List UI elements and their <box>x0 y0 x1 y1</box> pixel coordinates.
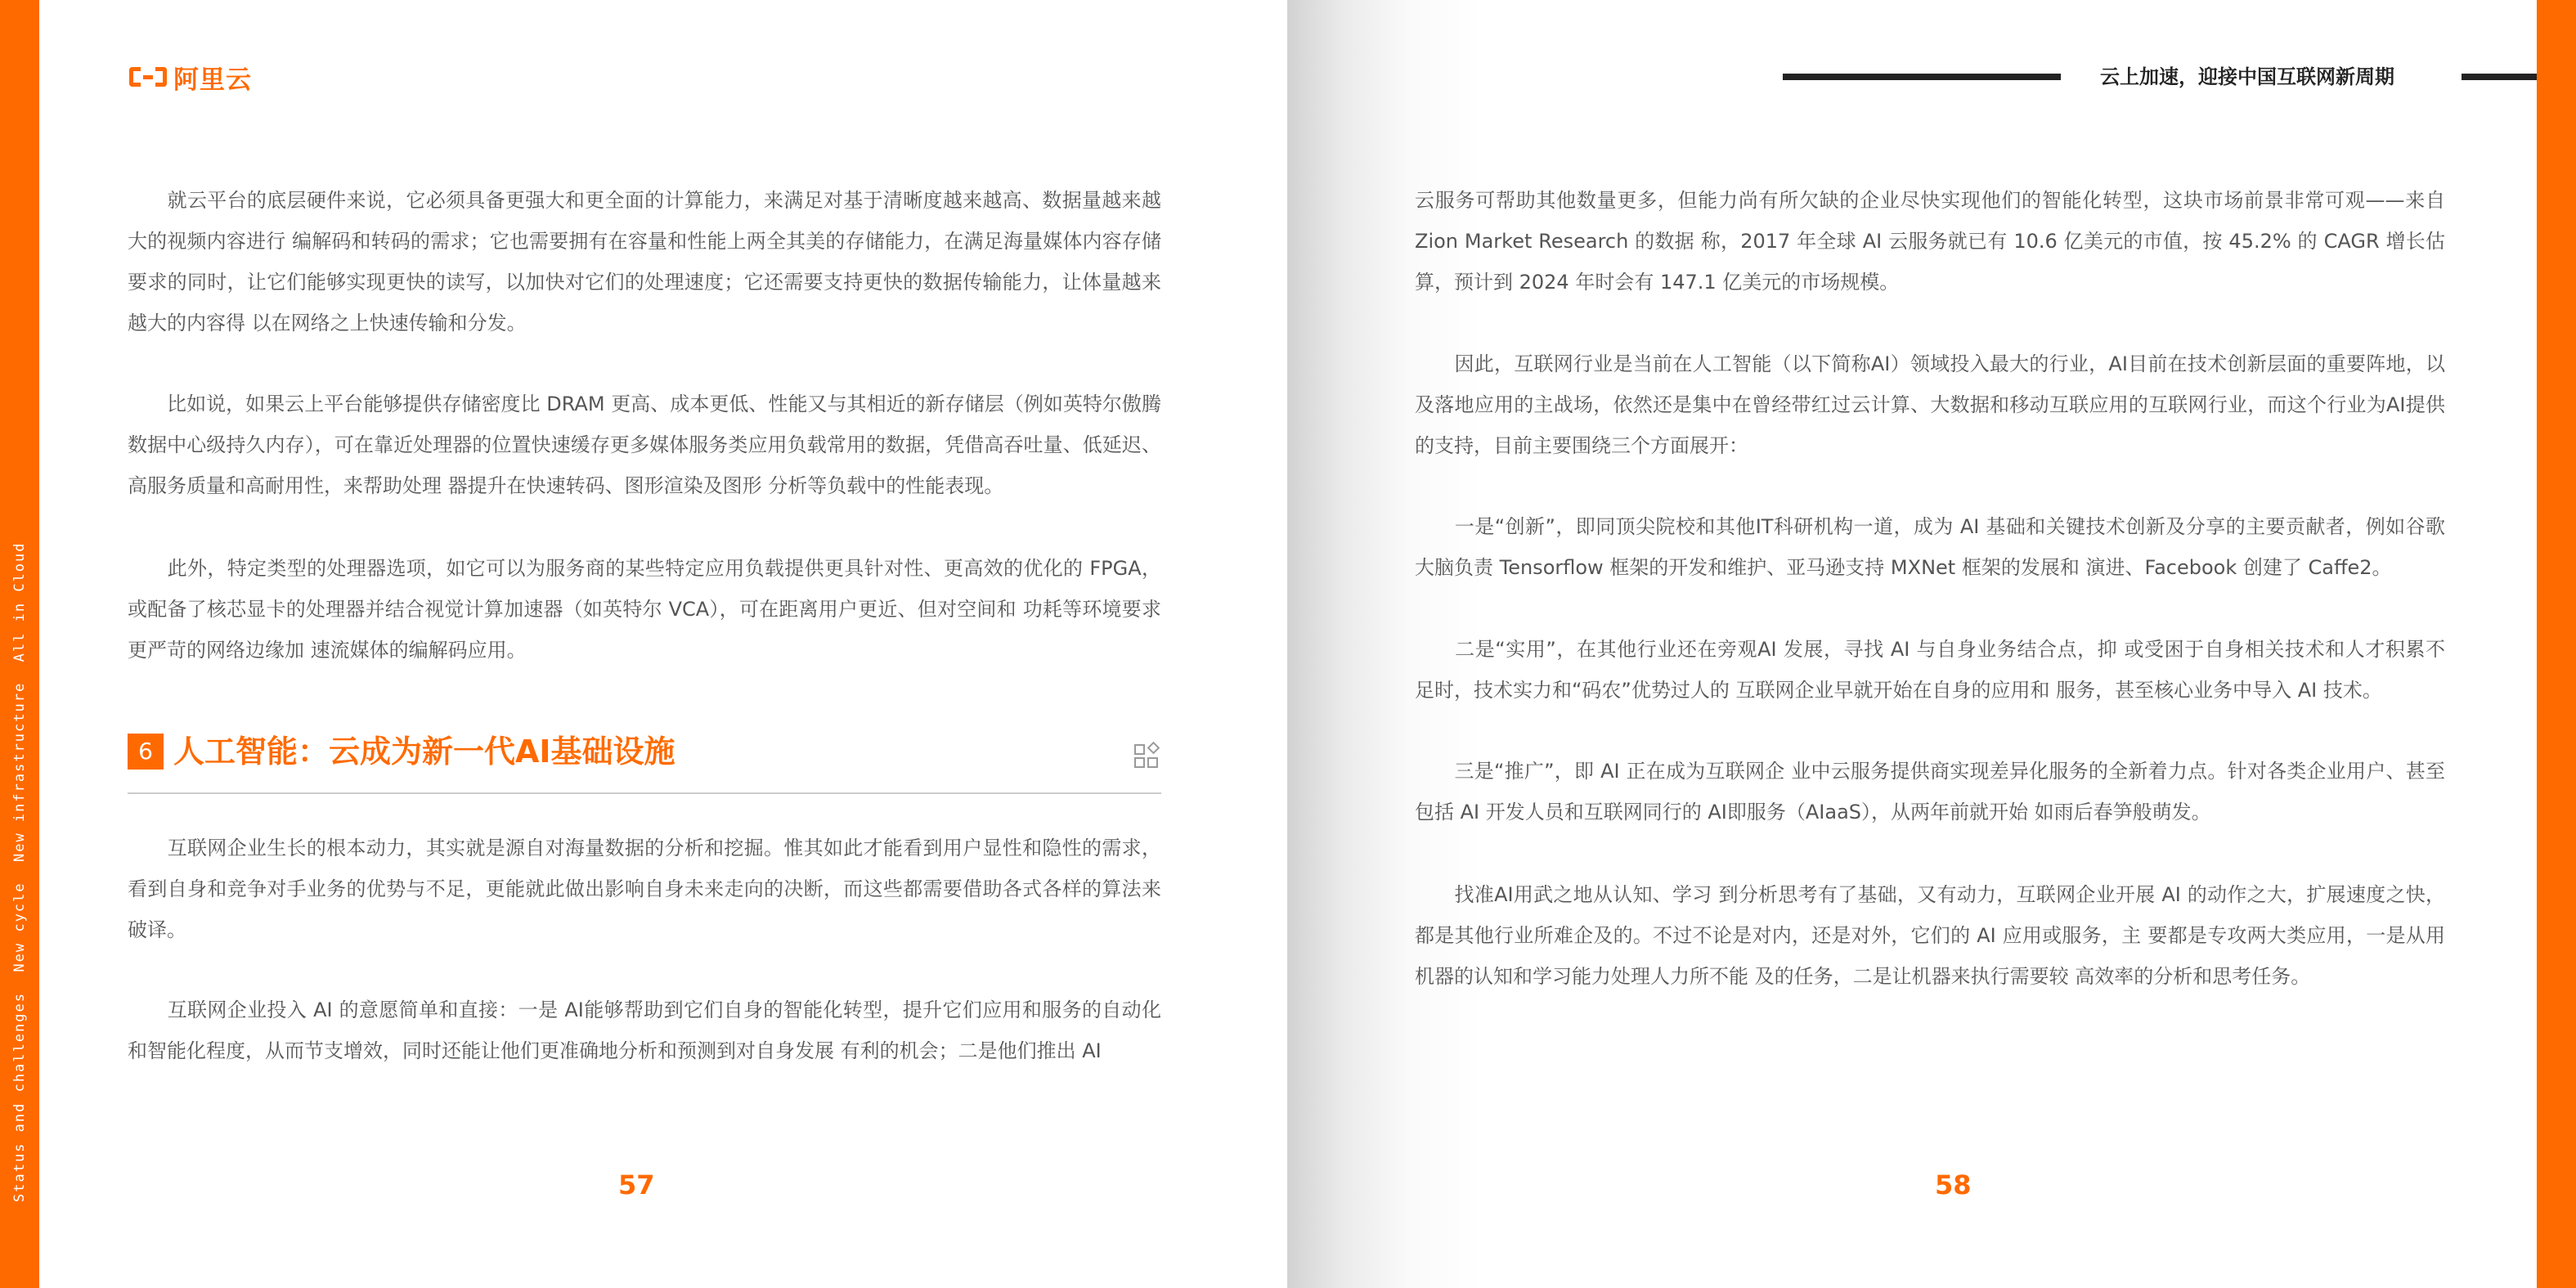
paragraph <box>1415 180 2445 303</box>
page-number: 57 <box>618 1169 655 1200</box>
paragraph <box>1415 506 2445 588</box>
paragraph <box>1415 751 2445 832</box>
running-header-title: 云上加速，迎接中国互联网新周期 <box>2100 65 2394 88</box>
paragraph <box>1415 874 2445 997</box>
paragraph-text: 找准AI用武之地从认知、学习 到分析思考有了基础，又有动力，互联网企业开展 AI 的动作之大，扩展速度之快，都是其他行业所难企及的。不过不论是对内，还是对外，它们的 AI 应用或服务，主 要都是专攻两大类应用，一是从用机器的认知和学习能力处理人力所不能 及的任务，二是让机器来执行需要较 高效率的分析和思考任务。 <box>1415 883 2445 988</box>
paragraph-text: 一是“创新”，即同顶尖院校和其他IT科研机构一道，成为 AI 基础和关键技术创新及分享的主要贡献者，例如谷歌大脑负责 Tensorflow 框架的开发和维护、亚马逊支持 MXNet 框架的发展和 演进、Facebook 创建了 Caffe2。 <box>1415 515 2445 579</box>
right-page <box>1287 0 2537 1288</box>
paragraph-text: 因此，互联网行业是当前在人工智能（以下简称AI）领域投入最大的行业，AI目前在技术创新层面的重要阵地，以及落地应用的主战场，依然还是集中在曾经带红过云计算、大数据和移动互联应用的互联网行业，而这个行业为AI提供的支持，目前主要围绕三个方面展开： <box>1415 352 2445 457</box>
paragraph-text: 就云平台的底层硬件来说，它必须具备更强大和更全面的计算能力，来满足对基于清晰度越来越高、数据量越来越大的视频内容进行 编解码和转码的需求；它也需要拥有在容量和性能上两全其美的存储能力，在满足海量媒体内容存储要求的同时，让它们能够实现更快的读写，以加快对它们的处理速度；它还需要支持更快的数据传输能力，让体量越来越大的内容得 以在网络之上快速传输和分发。 <box>128 189 1161 334</box>
vertical-side-text: Status and challenges New cycle New infrastructure All in Cloud <box>11 541 28 1202</box>
section-title: 人工智能：云成为新一代AI基础设施 <box>173 734 675 770</box>
section-heading <box>128 730 1161 794</box>
grid-icon[interactable] <box>1133 742 1161 770</box>
right-edge-stripe <box>2537 0 2576 1288</box>
paragraph <box>1415 343 2445 466</box>
paragraph <box>128 828 1161 950</box>
paragraph <box>128 384 1161 506</box>
section-number-badge: 6 <box>128 734 164 770</box>
left-page <box>39 0 1287 1288</box>
logo-text: 阿里云 <box>173 65 252 95</box>
aliyun-logo <box>129 59 252 95</box>
paragraph <box>128 990 1161 1071</box>
header-rule <box>2462 74 2537 80</box>
page-number: 58 <box>1935 1169 1972 1200</box>
paragraph <box>128 180 1161 343</box>
paragraph-text: 三是“推广”，即 AI 正在成为互联网企 业中云服务提供商实现差异化服务的全新着力点。针对各类企业用户、甚至包括 AI 开发人员和互联网同行的 AI即服务（AIaaS），从两年前就开始 如雨后春笋般萌发。 <box>1415 760 2445 824</box>
paragraph-text: 互联网企业投入 AI 的意愿简单和直接：一是 AI能够帮助到它们自身的智能化转型，提升它们应用和服务的自动化和智能化程度，从而节支增效，同时还能让他们更准确地分析和预测到对自身发展 有利的机会；二是他们推出 AI <box>128 999 1161 1062</box>
paragraph <box>128 548 1161 671</box>
paragraph-text: 二是“实用”，在其他行业还在旁观AI 发展，寻找 AI 与自身业务结合点，抑 或受困于自身相关技术和人才积累不 足时，技术实力和“码农”优势过人的 互联网企业早就开始在自身的应用和 服务，甚至核心业务中导入 AI 技术。 <box>1415 638 2445 702</box>
paragraph <box>1415 629 2445 711</box>
left-edge-stripe <box>0 0 39 1288</box>
paragraph-text: 比如说，如果云上平台能够提供存储密度比 DRAM 更高、成本更低、性能又与其相近的新存储层（例如英特尔傲腾数据中心级持久内存），可在靠近处理器的位置快速缓存更多媒体服务类应用负载常用的数据，凭借高吞吐量、低延迟、 高服务质量和高耐用性，来帮助处理 器提升在快速转码、图形渲染及图形 分析等负载中的性能表现。 <box>128 393 1161 497</box>
paragraph-text: 此外，特定类型的处理器选项，如它可以为服务商的某些特定应用负载提供更具针对性、更高效的优化的 FPGA，或配备了核芯显卡的处理器并结合视觉计算加速器（如英特尔 VCA），可在距离用户更近、但对空间和 功耗等环境要求更严苛的网络边缘加 速流媒体的编解码应用。 <box>128 557 1161 662</box>
paragraph-text: 云服务可帮助其他数量更多，但能力尚有所欠缺的企业尽快实现他们的智能化转型，这块市场前景非常可观——来自 Zion Market Research 的数据 称，2017 年全球 AI 云服务就已有 10.6 亿美元的市值，按 45.2% 的 CAGR 增长估算，预计到 2024 年时会有 147.1 亿美元的市场规模。 <box>1415 189 2445 294</box>
paragraph-text: 互联网企业生长的根本动力，其实就是源自对海量数据的分析和挖掘。惟其如此才能看到用户显性和隐性的需求，看到自身和竞争对手业务的优势与不足，更能就此做出影响自身未来走向的决断，而这些都需要借助各式各样的算法来破译。 <box>128 837 1161 941</box>
aliyun-logo-icon <box>129 67 167 87</box>
header-rule <box>1783 74 2061 80</box>
